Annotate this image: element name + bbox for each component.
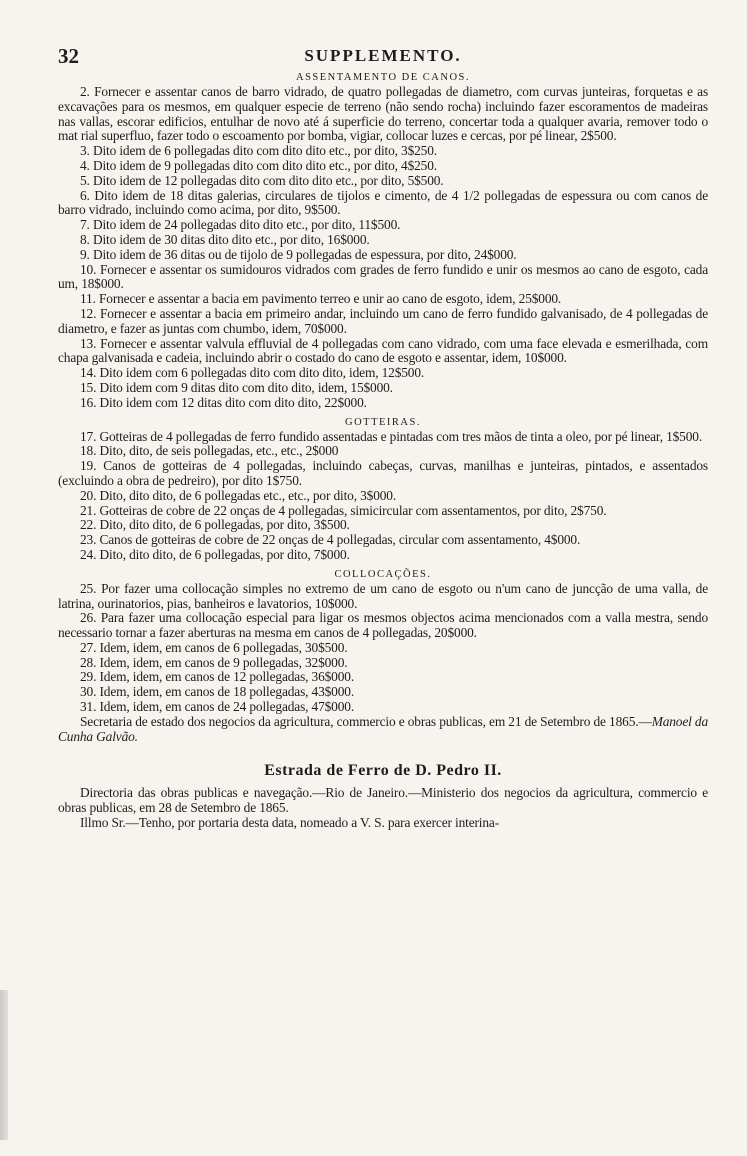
list-item: 31. Idem, idem, em canos de 24 pollegadas, 47$000. <box>80 699 355 715</box>
list-item: 21. Gotteiras de cobre de 22 onças de 4 pollegadas, simicircular com assentamentos, por dito, 2$750. <box>80 502 607 518</box>
list-item: 2. Fornecer e assentar canos de barro vidrado, de quatro pollegadas de diametro, com curvas junteiras, forquetas e as excavações para os mesmos, em qualquer especie de terreno (não sendo rocha) incluindo fazer escoramentos de madeiras nas vallas, escorar edificios, entulhar de novo até á superficie do terreno, concertar toda a qualquer avaria, remover todo o mat rial superfluo, fazer todo o escoamento por bomba, vigiar, collocar luzes e cercas, por pé linear, 2$500. <box>58 84 708 144</box>
running-title: SUPPLEMENTO. <box>304 46 462 65</box>
list-item: 8. Dito idem de 30 ditas dito dito etc., por dito, 16$000. <box>80 231 370 247</box>
list-item: 5. Dito idem de 12 pollegadas dito com dito dito etc., por dito, 5$500. <box>80 172 444 188</box>
section-collocacoes <box>58 582 708 715</box>
list-item: 6. Dito idem de 18 ditas galerias, circulares de tijolos e cimento, de 4 1/2 pollegadas de espessura ou com canos de barro vidrado, incluindo como acima, por dito, 9$500. <box>58 187 708 218</box>
list-item: 22. Dito, dito dito, de 6 pollegadas, por dito, 3$500. <box>80 517 350 533</box>
page-number: 32 <box>58 44 79 68</box>
list-item: Directoria das obras publicas e navegação.—Rio de Janeiro.—Ministerio dos negocios da agricultura, commercio e obras publicas, em 28 de Setembro de 1865. <box>58 785 708 816</box>
list-item: 17. Gotteiras de 4 pollegadas de ferro fundido assentadas e pintadas com tres mãos de tinta a oleo, por pé linear, 1$500. <box>80 428 703 444</box>
list-item: 19. Canos de gotteiras de 4 pollegadas, incluindo cabeças, curvas, manilhas e junteiras, pintados, e assentados (excluindo a obra de pedreiro), por dito 1$750. <box>58 458 708 488</box>
list-item: 30. Idem, idem, em canos de 18 pollegadas, 43$000. <box>80 684 355 700</box>
list-item: 4. Dito idem de 9 pollegadas dito com dito dito etc., por dito, 4$250. <box>80 157 437 173</box>
list-item: 27. Idem, idem, em canos de 6 pollegadas, 30$500. <box>80 639 348 655</box>
list-item: 26. Para fazer uma collocação especial para ligar os mesmos objectos acima mencionados com a valla mestra, sendo necessario tornar a fazer aberturas na mesma em canos de 4 pollegadas, 20$000. <box>58 610 708 641</box>
list-item: 24. Dito, dito dito, de 6 pollegadas, por dito, 7$000. <box>80 546 350 562</box>
list-item: 10. Fornecer e assentar os sumidouros vidrados com grades de ferro fundido e unir os mesmos ao cano de esgoto, cada um, 18$000. <box>58 261 708 292</box>
page-edge-shadow <box>0 990 8 1140</box>
section-estrada <box>58 786 708 830</box>
list-item: 9. Dito idem de 36 ditas ou de tijolo de 9 pollegadas de espessura, por dito, 24$000. <box>80 246 517 262</box>
closing-paragraph <box>58 715 708 745</box>
document-page <box>58 44 708 831</box>
list-item: 28. Idem, idem, em canos de 9 pollegadas, 32$000. <box>80 654 348 670</box>
list-item: 23. Canos de gotteiras de cobre de 22 onças de 4 pollegadas, circular com assentamento, 4$000. <box>80 532 581 548</box>
list-item: 11. Fornecer e assentar a bacia em pavimento terreo e unir ao cano de esgoto, idem, 25$000. <box>80 291 562 307</box>
list-item: 18. Dito, dito, de seis pollegadas, etc., etc., 2$000 <box>80 443 339 459</box>
page-header <box>58 44 708 68</box>
list-item: 25. Por fazer uma collocação simples no extremo de um cano de esgoto ou n'um cano de juncção de uma valla, de latrina, ourinatorios, pias, banheiros e lavatorios, 10$000. <box>58 580 708 611</box>
list-item: 7. Dito idem de 24 pollegadas dito dito etc., por dito, 11$500. <box>80 217 401 233</box>
list-item: 29. Idem, idem, em canos de 12 pollegadas, 36$000. <box>80 669 355 685</box>
section-title-gotteiras: GOTTEIRAS. <box>345 416 421 428</box>
section-assentamento <box>58 85 708 411</box>
section-gotteiras <box>58 430 708 563</box>
section-title-collocacoes: COLLOCAÇÕES. <box>334 568 432 580</box>
list-item: Illmo Sr.—Tenho, por portaria desta data, nomeado a V. S. para exercer interina- <box>80 815 500 831</box>
list-item: 14. Dito idem com 6 pollegadas dito com dito dito, idem, 12$500. <box>80 365 425 381</box>
list-item: 12. Fornecer e assentar a bacia em primeiro andar, incluindo um cano de ferro fundido galvanisado, de 4 pollegadas de diametro, e fazer as juntas com chumbo, idem, 70$000. <box>58 305 708 336</box>
list-item: 13. Fornecer e assentar valvula effluvial de 4 pollegadas com cano vidrado, com uma face elevada e esmerilhada, com chapa galvanisada e cadeia, incluindo abrir o costado do cano de esgoto e assentar, idem, 10$000. <box>58 335 708 366</box>
section-title-assentamento: ASSENTAMENTO DE CANOS. <box>295 72 471 83</box>
list-item: 3. Dito idem de 6 pollegadas dito com dito dito etc., por dito, 3$250. <box>80 143 437 159</box>
section-title-estrada: Estrada de Ferro de D. Pedro II. <box>264 762 502 780</box>
signature: Manoel da Cunha Galvão. <box>58 713 708 744</box>
list-item: 16. Dito idem com 12 ditas dito com dito dito, 22$000. <box>80 394 367 410</box>
list-item: 15. Dito idem com 9 ditas dito com dito dito, idem, 15$000. <box>80 379 393 395</box>
closing-text: Secretaria de estado dos negocios da agricultura, commercio e obras publicas, em 21 de Setembro de 1865.— <box>80 713 652 729</box>
list-item: 20. Dito, dito dito, de 6 pollegadas etc., etc., por dito, 3$000. <box>80 487 397 503</box>
